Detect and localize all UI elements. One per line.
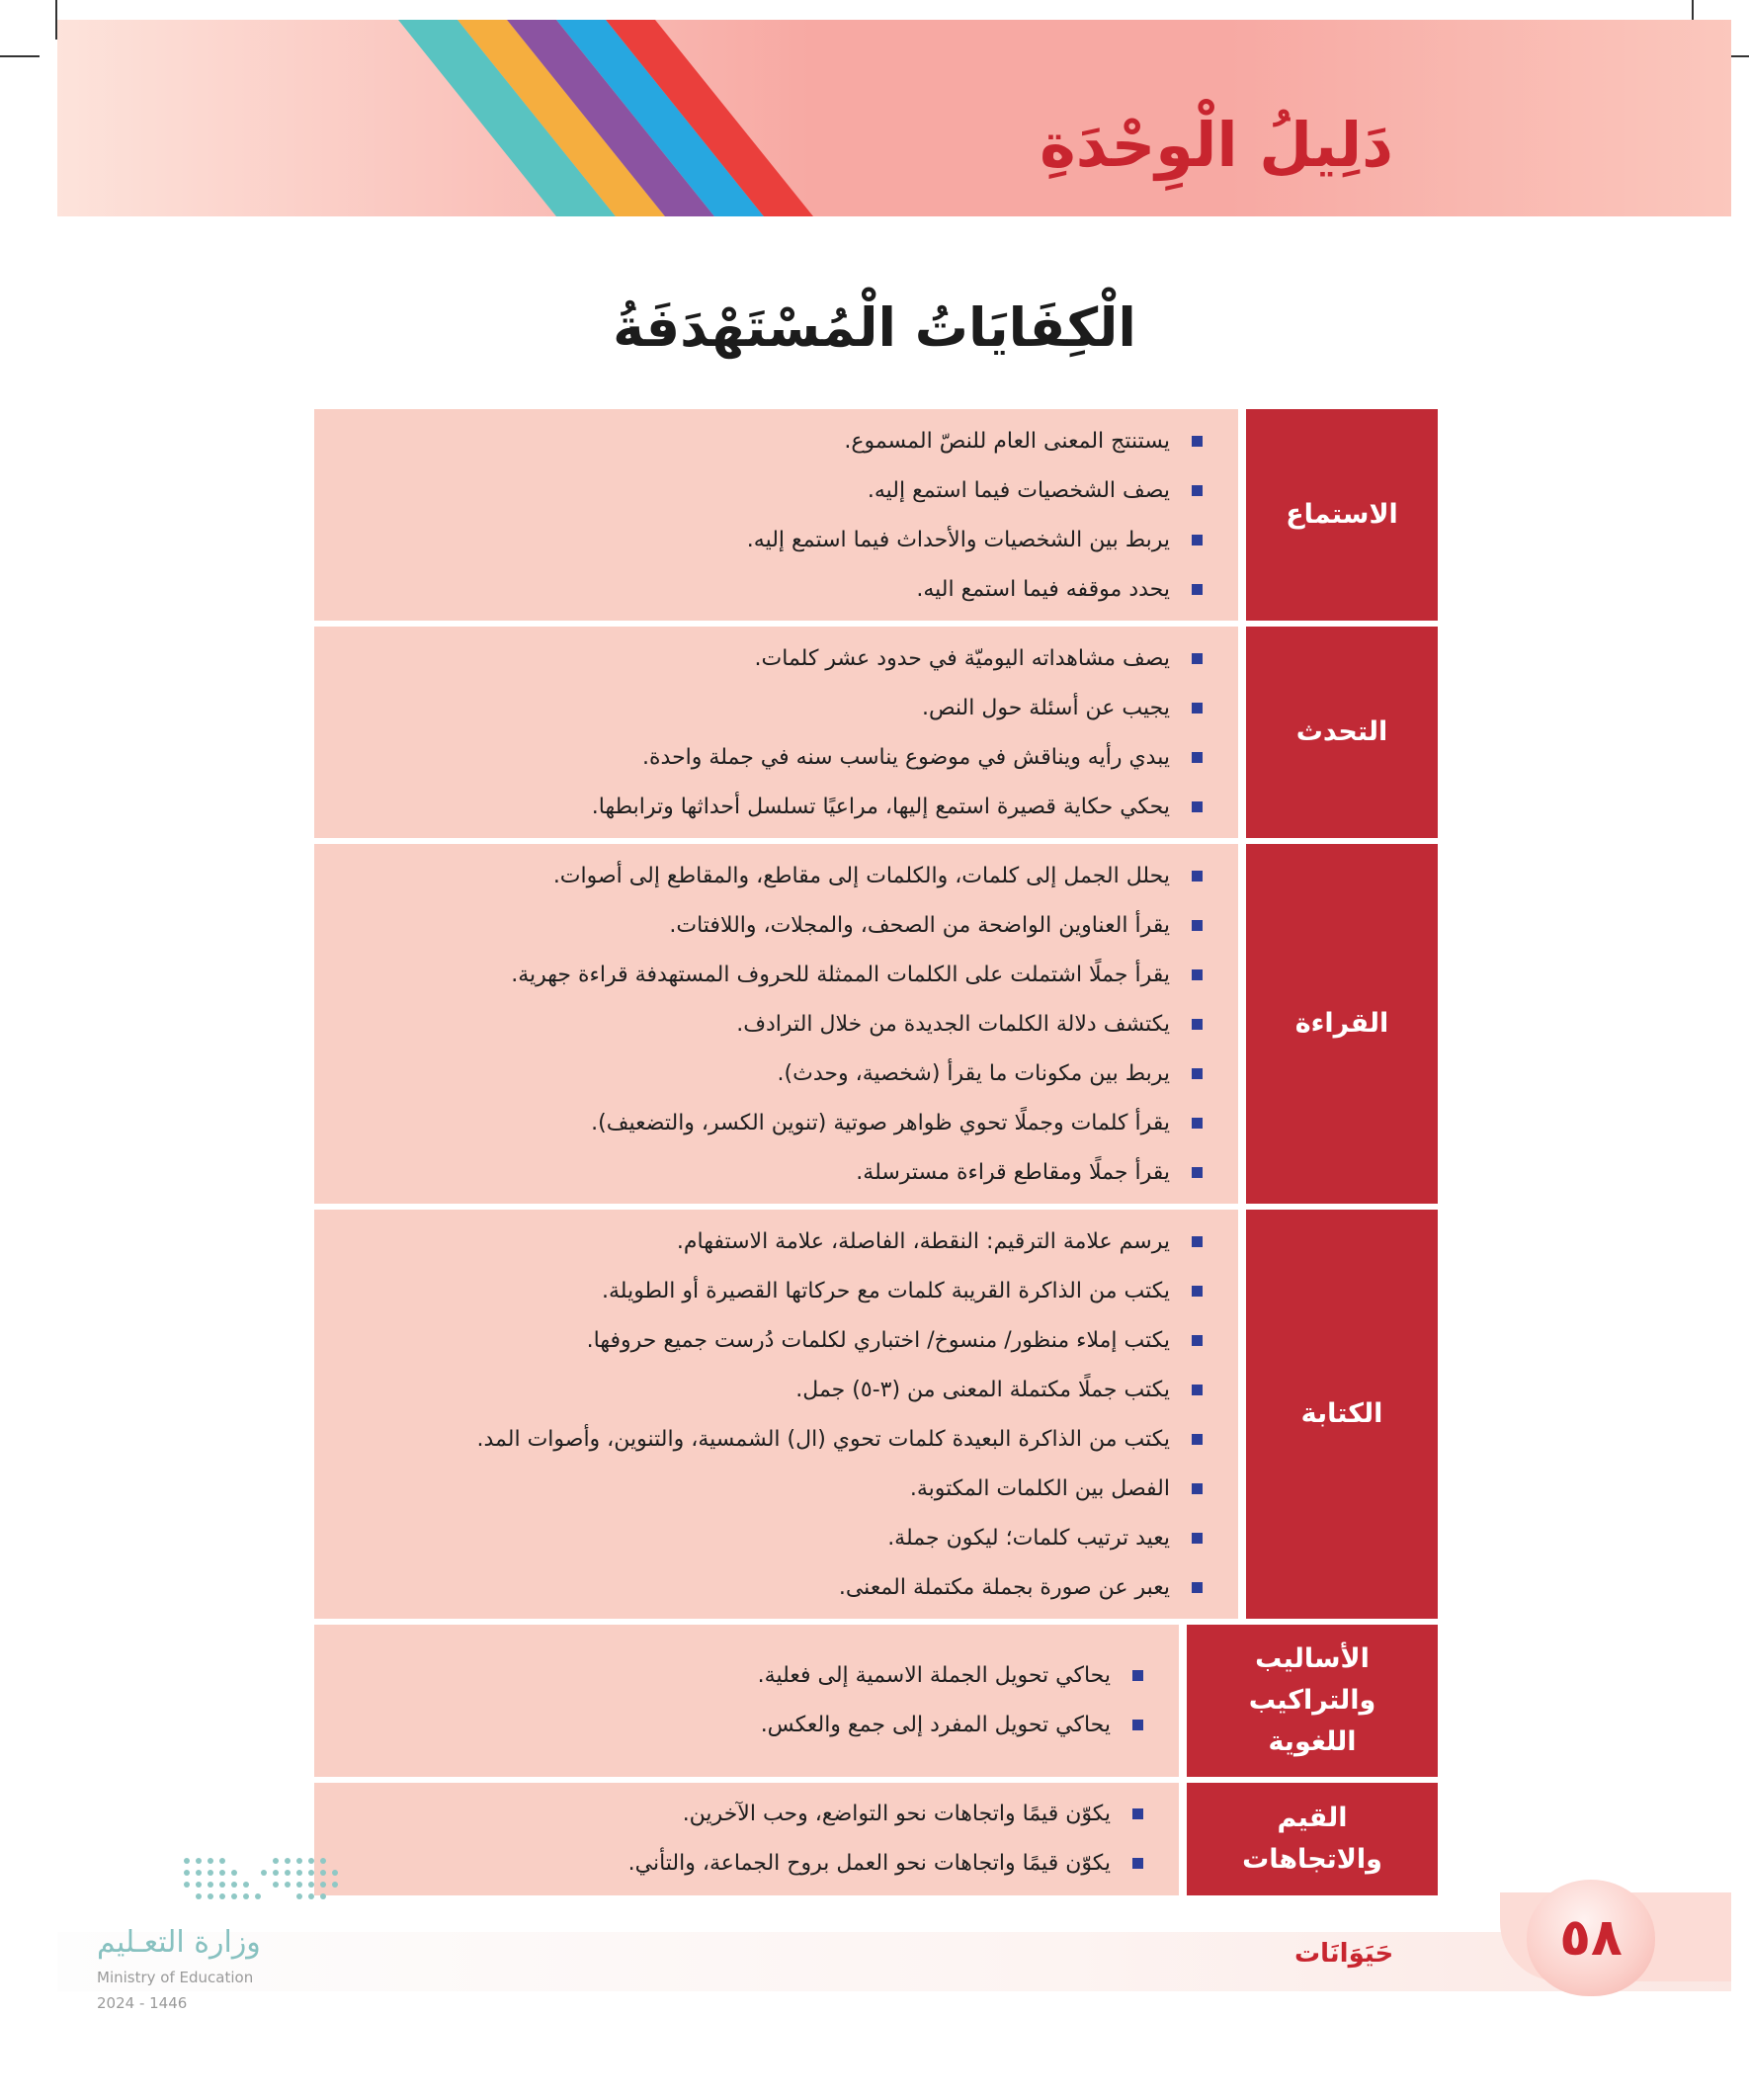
bullet-icon (1192, 871, 1203, 882)
rainbow-stripes (57, 20, 1731, 216)
bullet-icon (1192, 1118, 1203, 1129)
list-item: يكتب إملاء منظور/ منسوخ/ اختباري لكلمات دُرست جميع حروفها. (314, 1315, 1238, 1365)
ministry-logo-icon (182, 1856, 350, 1911)
list-item: يصف مشاهداته اليوميّة في حدود عشر كلمات. (314, 633, 1238, 683)
bullet-icon (1192, 485, 1203, 496)
bullet-icon (1192, 969, 1203, 980)
list-item: يكوّن قيمًا واتجاهات نحو التواضع، وحب الآخرين. (314, 1790, 1179, 1839)
unit-banner (57, 20, 1731, 216)
footer-unit-name: حَيَوَانَات (1294, 1939, 1394, 1969)
section-listening (314, 409, 1438, 621)
list-item: يرسم علامة الترقيم: النقطة، الفاصلة، علامة الاستفهام. (314, 1217, 1238, 1266)
competencies-title: الْكِفَايَاتُ الْمُسْتَهْدَفَةُ (613, 296, 1136, 359)
competencies-table (314, 409, 1438, 1901)
section-writing (314, 1210, 1438, 1619)
list-item: يجيب عن أسئلة حول النص. (314, 683, 1238, 732)
list-item: يكتشف دلالة الكلمات الجديدة من خلال الترادف. (314, 999, 1238, 1049)
section-header: القراءة (1246, 844, 1438, 1204)
list-item: يحاكي تحويل الجملة الاسمية إلى فعلية. (314, 1651, 1179, 1701)
list-item: يحدد موقفه فيما استمع اليه. (314, 564, 1238, 614)
bullet-icon (1132, 1808, 1143, 1819)
list-item: يقرأ العناوين الواضحة من الصحف، والمجلات، واللافتات. (314, 900, 1238, 950)
list-item: يقرأ جملًا ومقاطع قراءة مسترسلة. (314, 1147, 1238, 1197)
bullet-icon (1192, 801, 1203, 812)
section-items (314, 627, 1238, 838)
section-styles-structures (314, 1625, 1438, 1777)
page-number: ٥٨ (1559, 1908, 1623, 1968)
bullet-icon (1192, 1335, 1203, 1346)
bullet-icon (1192, 1434, 1203, 1445)
bullet-icon (1192, 703, 1203, 714)
list-item: الفصل بين الكلمات المكتوبة. (314, 1464, 1238, 1513)
list-item: يقرأ جملًا اشتملت على الكلمات الممثلة للحروف المستهدفة قراءة جهرية. (314, 950, 1238, 999)
list-item: يربط بين مكونات ما يقرأ (شخصية، وحدث). (314, 1049, 1238, 1098)
list-item: يعيد ترتيب كلمات؛ ليكون جملة. (314, 1513, 1238, 1562)
section-values-attitudes (314, 1783, 1438, 1895)
list-item: يبدي رأيه ويناقش في موضوع يناسب سنه في جملة واحدة. (314, 732, 1238, 782)
list-item: يكتب جملًا مكتملة المعنى من (٣-٥) جمل. (314, 1365, 1238, 1414)
section-items (314, 844, 1238, 1204)
list-item: يكتب من الذاكرة القريبة كلمات مع حركاتها القصيرة أو الطويلة. (314, 1266, 1238, 1315)
list-item: يحكي حكاية قصيرة استمع إليها، مراعيًا تسلسل أحداثها وترابطها. (314, 782, 1238, 831)
page-number-badge (1527, 1880, 1655, 1996)
section-items (314, 1625, 1179, 1777)
section-header: الأساليب والتراكيب اللغوية (1187, 1625, 1438, 1777)
bullet-icon (1192, 1286, 1203, 1297)
list-item: يكتب من الذاكرة البعيدة كلمات تحوي (ال) الشمسية، والتنوين، وأصوات المد. (314, 1414, 1238, 1464)
bullet-icon (1132, 1720, 1143, 1730)
bullet-icon (1132, 1670, 1143, 1681)
section-items (314, 1210, 1238, 1619)
bullet-icon (1192, 1236, 1203, 1247)
section-header: التحدث (1246, 627, 1438, 838)
ministry-name-en: Ministry of Education (97, 1969, 254, 1986)
section-speaking (314, 627, 1438, 838)
section-reading (314, 844, 1438, 1204)
bullet-icon (1192, 1167, 1203, 1178)
section-header: الاستماع (1246, 409, 1438, 621)
list-item: يصف الشخصيات فيما استمع إليه. (314, 465, 1238, 515)
bullet-icon (1192, 584, 1203, 595)
section-items (314, 409, 1238, 621)
bullet-icon (1192, 1385, 1203, 1395)
bullet-icon (1192, 920, 1203, 931)
section-header: القيم والاتجاهات (1187, 1783, 1438, 1895)
bullet-icon (1192, 1019, 1203, 1030)
ministry-name-ar: وزارة التعـليم (97, 1925, 261, 1960)
bullet-icon (1192, 1582, 1203, 1593)
section-header: الكتابة (1246, 1210, 1438, 1619)
section-items (314, 1783, 1179, 1895)
bullet-icon (1192, 436, 1203, 447)
ministry-year: 2024 - 1446 (97, 1994, 188, 2012)
bullet-icon (1192, 1483, 1203, 1494)
list-item: يستنتج المعنى العام للنصّ المسموع. (314, 416, 1238, 465)
bullet-icon (1192, 535, 1203, 546)
footer-band (57, 1932, 1731, 1991)
bullet-icon (1192, 1533, 1203, 1544)
list-item: يربط بين الشخصيات والأحداث فيما استمع إليه. (314, 515, 1238, 564)
crop-mark (0, 55, 40, 57)
list-item: يكوّن قيمًا واتجاهات نحو العمل بروح الجماعة، والتأني. (314, 1839, 1179, 1889)
bullet-icon (1132, 1858, 1143, 1869)
bullet-icon (1192, 653, 1203, 664)
unit-title: دَلِيلُ الْوِحْدَةِ (1040, 109, 1393, 181)
list-item: يعبر عن صورة بجملة مكتملة المعنى. (314, 1562, 1238, 1612)
bullet-icon (1192, 752, 1203, 763)
list-item: يحاكي تحويل المفرد إلى جمع والعكس. (314, 1701, 1179, 1750)
bullet-icon (1192, 1068, 1203, 1079)
list-item: يقرأ كلمات وجملًا تحوي ظواهر صوتية (تنوين الكسر، والتضعيف). (314, 1098, 1238, 1147)
list-item: يحلل الجمل إلى كلمات، والكلمات إلى مقاطع، والمقاطع إلى أصوات. (314, 851, 1238, 900)
